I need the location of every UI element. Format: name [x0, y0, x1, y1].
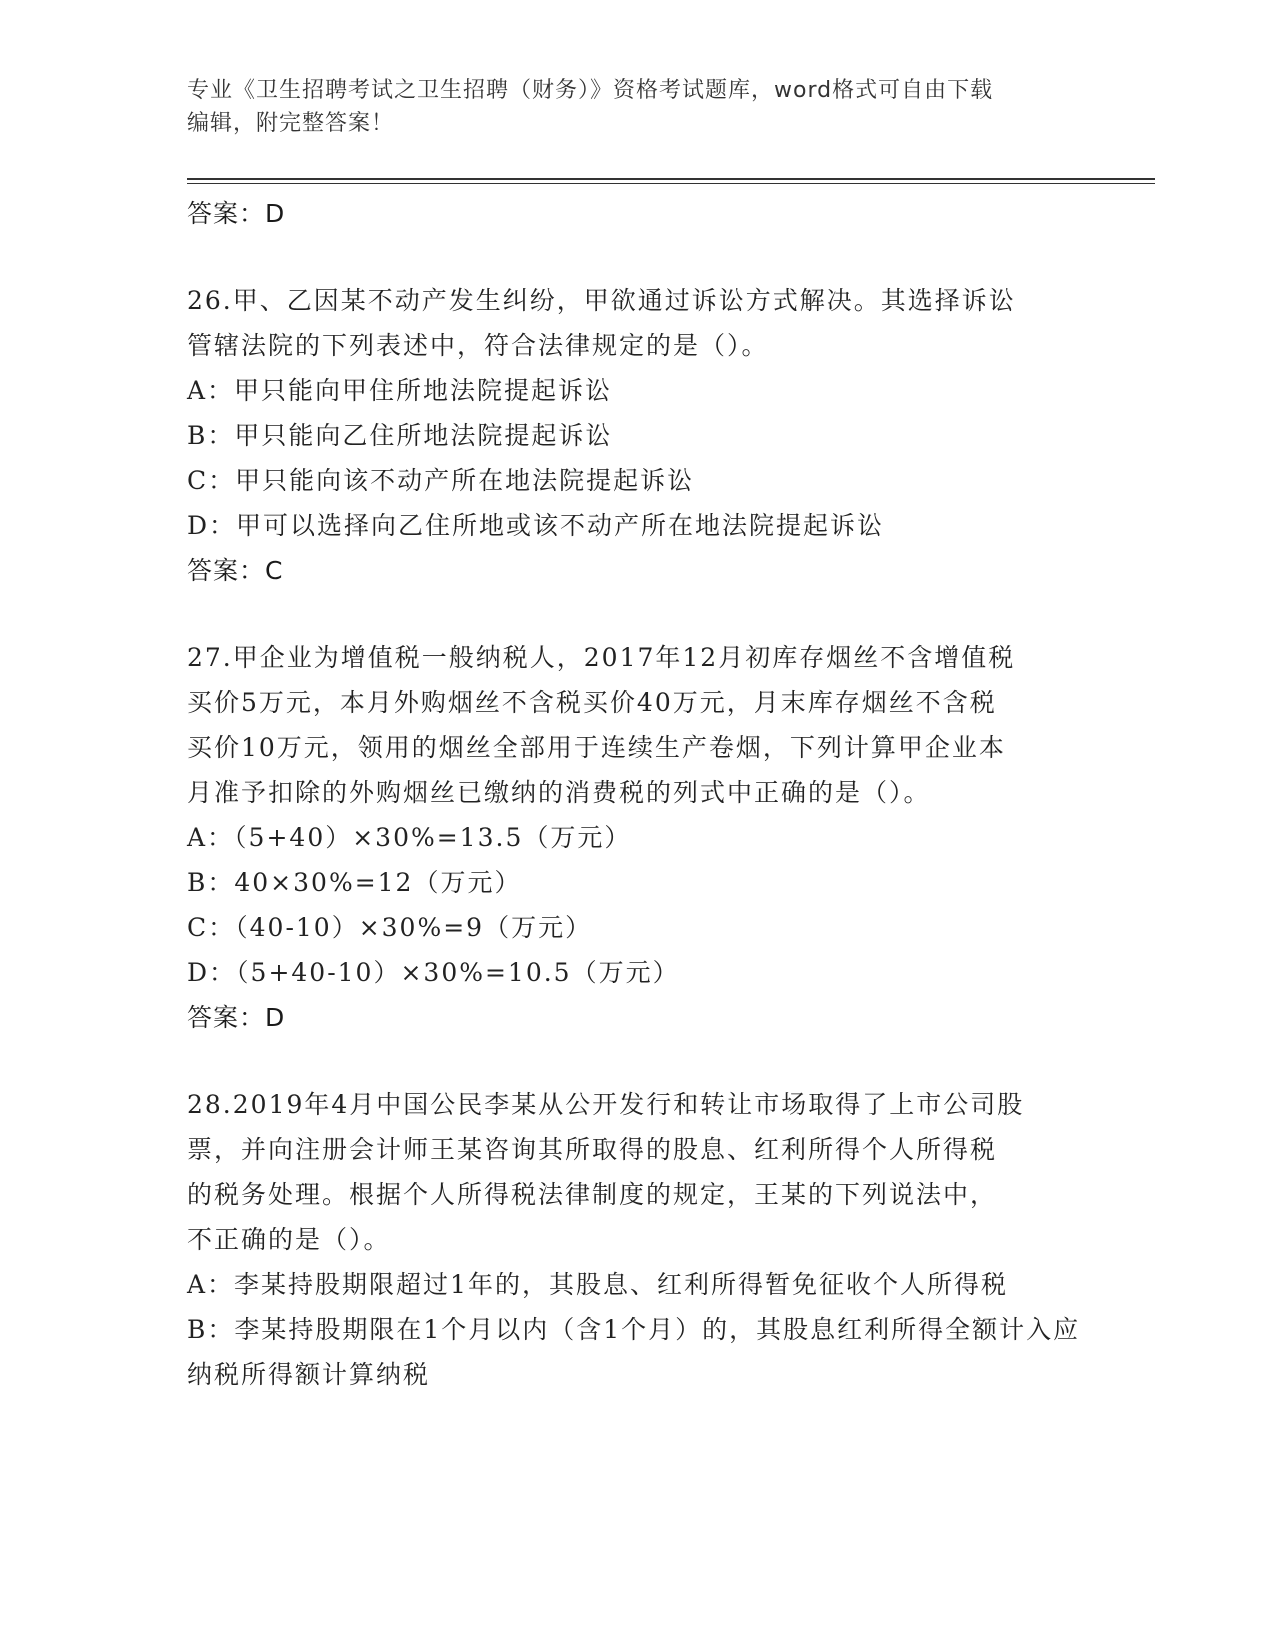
stem-line: 28.2019年4月中国公民李某从公开发行和转让市场取得了上市公司股	[187, 1090, 1025, 1119]
option-b: B：甲只能向乙住所地法院提起诉讼	[187, 421, 613, 450]
option-a: A：（5+40）×30%=13.5（万元）	[187, 823, 632, 852]
header-line-2: 编辑，附完整答案！	[187, 111, 395, 136]
header-line-1: 专业《卫生招聘考试之卫生招聘（财务）》资格考试题库，word格式可自由下载	[187, 78, 994, 103]
option-a: A：李某持股期限超过1年的，其股息、红利所得暂免征收个人所得税	[187, 1270, 1008, 1299]
answer-27: 答案：D	[187, 1003, 286, 1032]
question-stem	[187, 278, 1087, 368]
option-d: D：甲可以选择向乙住所地或该不动产所在地法院提起诉讼	[187, 511, 885, 540]
answer-26: 答案：C	[187, 556, 284, 585]
stem-line: 月准予扣除的外购烟丝已缴纳的消费税的列式中正确的是（）。	[187, 778, 931, 807]
stem-line: 26.甲、乙因某不动产发生纠纷，甲欲通过诉讼方式解决。其选择诉讼	[187, 286, 1016, 315]
stem-line: 不正确的是（）。	[187, 1225, 391, 1254]
question-28	[187, 1082, 1087, 1397]
question-stem	[187, 1082, 1087, 1262]
question-27	[187, 635, 1087, 1040]
question-26	[187, 278, 1087, 593]
page-header	[187, 74, 1087, 140]
option-c: C：（40-10）×30%=9（万元）	[187, 913, 593, 942]
option-c: C：甲只能向该不动产所在地法院提起诉讼	[187, 466, 695, 495]
header-rule-thick	[187, 178, 1155, 180]
stem-line: 票，并向注册会计师王某咨询其所取得的股息、红利所得个人所得税	[187, 1135, 998, 1164]
question-stem	[187, 635, 1087, 815]
stem-line: 27.甲企业为增值税一般纳税人，2017年12月初库存烟丝不含增值税	[187, 643, 1016, 672]
stem-line: 的税务处理。根据个人所得税法律制度的规定，王某的下列说法中，	[187, 1180, 998, 1209]
question-list	[187, 186, 1087, 1397]
option-b: B：李某持股期限在1个月以内（含1个月）的，其股息红利所得全额计入应纳税所得额计算纳税	[187, 1315, 1081, 1389]
answer-25: 答案：D	[187, 199, 286, 228]
stem-line: 买价5万元，本月外购烟丝不含税买价40万元，月末库存烟丝不含税	[187, 688, 997, 717]
option-a: A：甲只能向甲住所地法院提起诉讼	[187, 376, 613, 405]
header-rule-thin	[187, 183, 1155, 184]
option-b: B：40×30%=12（万元）	[187, 868, 522, 897]
stem-line: 管辖法院的下列表述中，符合法律规定的是（）。	[187, 331, 769, 360]
stem-line: 买价10万元，领用的烟丝全部用于连续生产卷烟，下列计算甲企业本	[187, 733, 1006, 762]
option-d: D：（5+40-10）×30%=10.5（万元）	[187, 958, 680, 987]
